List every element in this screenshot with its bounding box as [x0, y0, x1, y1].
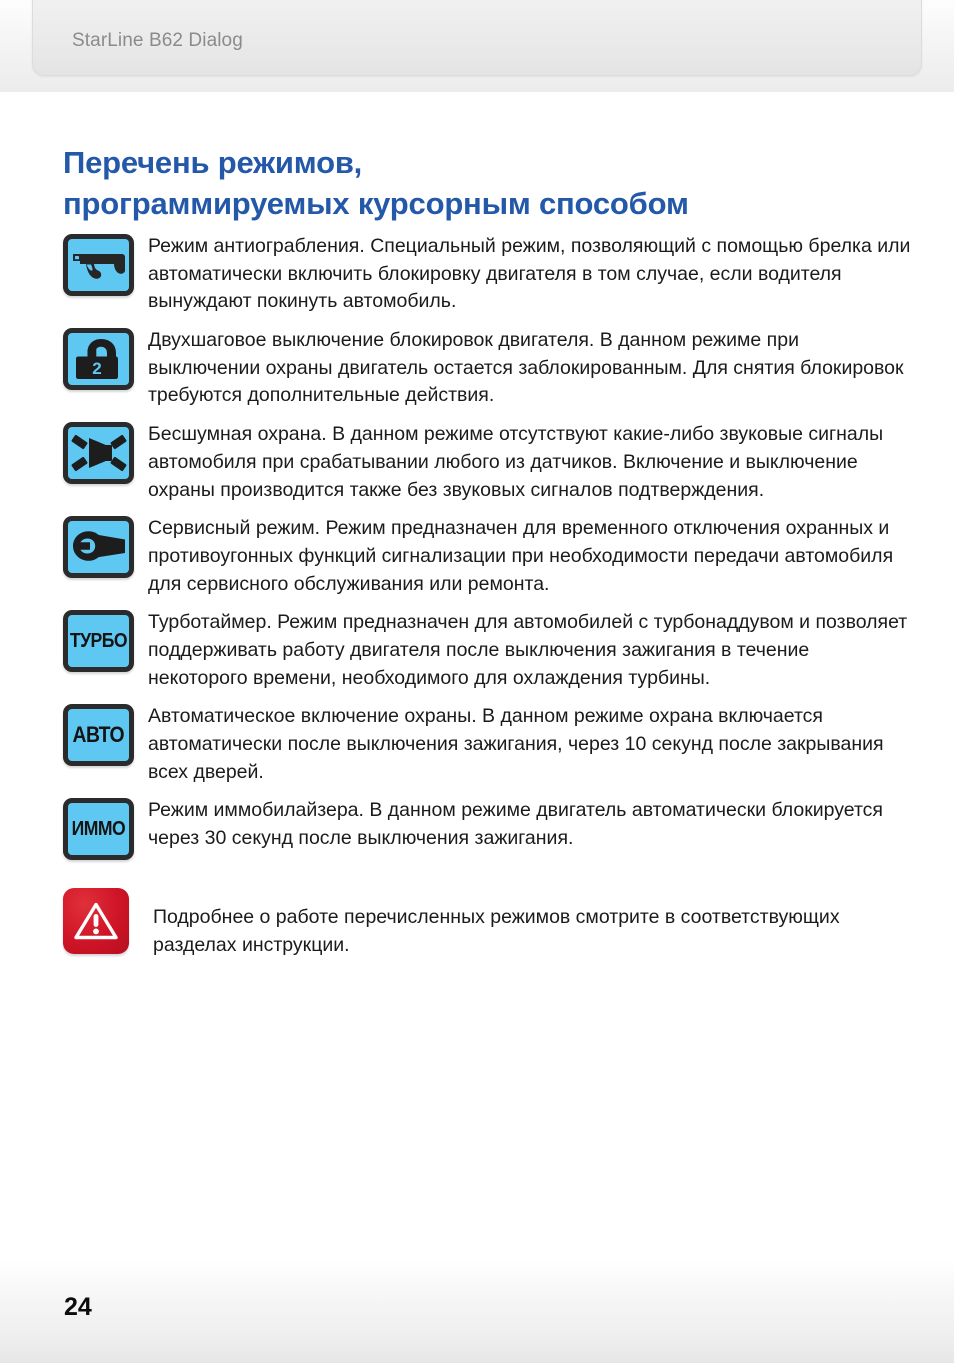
warning-triangle-icon: [63, 888, 129, 954]
product-title: StarLine B62 Dialog: [72, 30, 243, 51]
note-item: [0, 888, 954, 959]
list-item-text: Режим антиограбления. Специальный режим, позволяющий с помощью брелка или автоматически включить блокировку двигателя в том случае, если водителя вынуждают покинуть автомобиль.: [148, 235, 911, 313]
turbo-icon-label: ТУРБО: [69, 630, 128, 653]
page-title: [63, 143, 893, 225]
note-text: Подробнее о работе перечисленных режимов смотрите в соответствующих разделах инструкции.: [153, 906, 840, 957]
page-footer: [0, 1260, 954, 1363]
padlock-step-number: 2: [91, 359, 102, 379]
list-item-text: Двухшаговое выключение блокировок двигателя. В данном режиме при выключении охраны двигатель остается заблокированным. Для снятия блокировок требуются дополнительные действия.: [148, 329, 904, 407]
wrench-icon: [63, 516, 134, 578]
list-item: [0, 420, 954, 504]
page-title-line-1: Перечень режимов,: [63, 144, 363, 180]
list-item-text: Бесшумная охрана. В данном режиме отсутствуют какие-либо звуковые сигналы автомобиля при срабатывании любого из датчиков. Включение и выключение охраны производится также без звуковых сигналов подтверждения.: [148, 423, 884, 501]
list-item: [0, 514, 954, 598]
list-item: [0, 326, 954, 410]
list-item: [0, 796, 954, 860]
open-padlock-2-icon: [63, 328, 134, 390]
immo-text-icon: [63, 798, 134, 860]
list-item-text: Турботаймер. Режим предназначен для автомобилей с турбонаддувом и позволяет поддерживать работу двигателя после выключения зажигания в течение некоторого времени, необходимого для охлаждения турбины.: [148, 611, 908, 689]
muted-speaker-icon: [63, 422, 134, 484]
list-item-text: Автоматическое включение охраны. В данном режиме охрана включается автоматически после выключения зажигания, через 10 секунд после закрывания всех дверей.: [148, 705, 884, 783]
mode-list: [0, 232, 954, 970]
page-number: 24: [64, 1293, 92, 1321]
avto-icon-label: АВТО: [72, 722, 125, 748]
immo-icon-label: ИММО: [71, 818, 126, 841]
list-item: [0, 608, 954, 692]
avto-text-icon: [63, 704, 134, 766]
page-header: [0, 0, 954, 92]
turbo-text-icon: [63, 610, 134, 672]
page-title-line-2: программируемых курсорным способом: [63, 185, 689, 221]
list-item-text: Режим иммобилайзера. В данном режиме двигатель автоматически блокируется через 30 секунд после выключения зажигания.: [148, 799, 883, 850]
pistol-icon: [63, 234, 134, 296]
list-item: [0, 702, 954, 786]
list-item: [0, 232, 954, 316]
list-item-text: Сервисный режим. Режим предназначен для временного отключения охранных и противоугонных функций сигнализации при необходимости передачи автомобиля для сервисного обслуживания или ремонта.: [148, 517, 894, 595]
